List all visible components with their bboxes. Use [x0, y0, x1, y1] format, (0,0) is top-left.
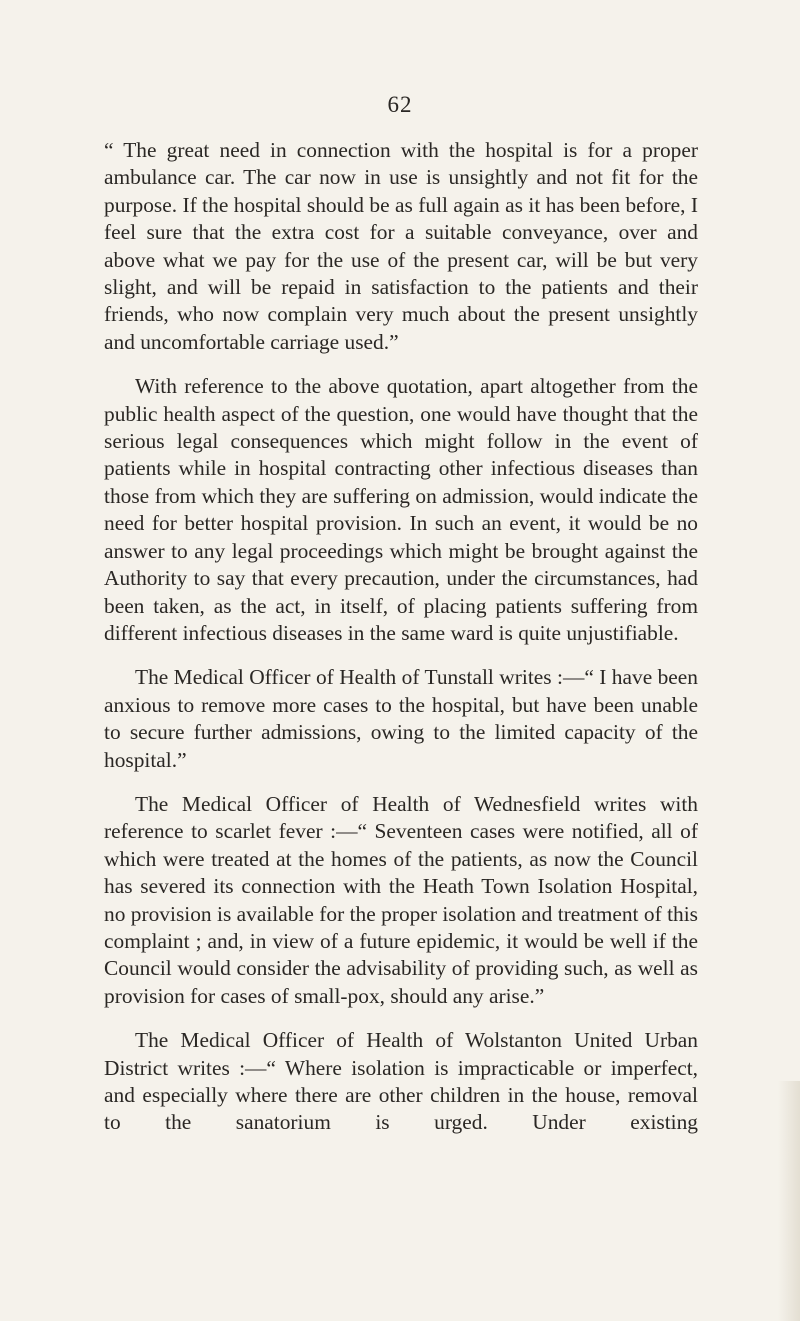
page-number: 62	[387, 92, 413, 117]
paragraph-tunstall: The Medical Officer of Health of Tunstall writes :—“ I have been anxious to remove more cases to the hospital, but have been unable to secure further admissions, owing to the limited capacity of the hospital.”	[104, 665, 698, 772]
paragraph-wednesfield: The Medical Officer of Health of Wednesfield writes with reference to scarlet fever :—“ Seventeen cases were notified, all of which were treated at the homes of the patients, as now the Council has severed its connection with the Heath Town Isolation Hospital, no provision is available for the proper isolation and treatment of this complaint ; and, in view of a future epidemic, it would be well if the Council would consider the advisability of providing such, as well as provision for cases of small-pox, should any arise.”	[104, 791, 698, 1008]
page-edge-shadow	[778, 1081, 800, 1321]
paragraph-legal-consequences: With reference to the above quotation, apart altogether from the public health aspect of the question, one would have thought that the serious legal consequences which might follow in the event of patients while in hospital contracting other infectious diseases than those from which they are suffering on admission, would indicate the need for better hospital provision. In such an event, it would be no answer to any legal proceedings which might be brought against the Authority to say that every precaution, under the circumstances, had been taken, as the act, in itself, of placing patients suffering from different infectious diseases in the same ward is quite unjustifiable.	[104, 374, 698, 645]
body-text	[104, 137, 698, 1154]
paragraph-wolstanton: The Medical Officer of Health of Wolstanton United Urban District writes :—“ Where isolation is impracticable or imperfect, and especially where there are other children in the house, removal to the sanatorium is urged. Under existing	[104, 1028, 698, 1135]
paragraph-ambulance-quote: “ The great need in connection with the hospital is for a proper ambulance car. The car now in use is unsightly and not fit for the purpose. If the hospital should be as full again as it has been before, I feel sure that the extra cost for a suitable conveyance, over and above what we pay for the use of the present car, will be but very slight, and will be repaid in satisfaction to the patients and their friends, who now complain very much about the present unsightly and uncomfortable carriage used.”	[104, 138, 698, 354]
